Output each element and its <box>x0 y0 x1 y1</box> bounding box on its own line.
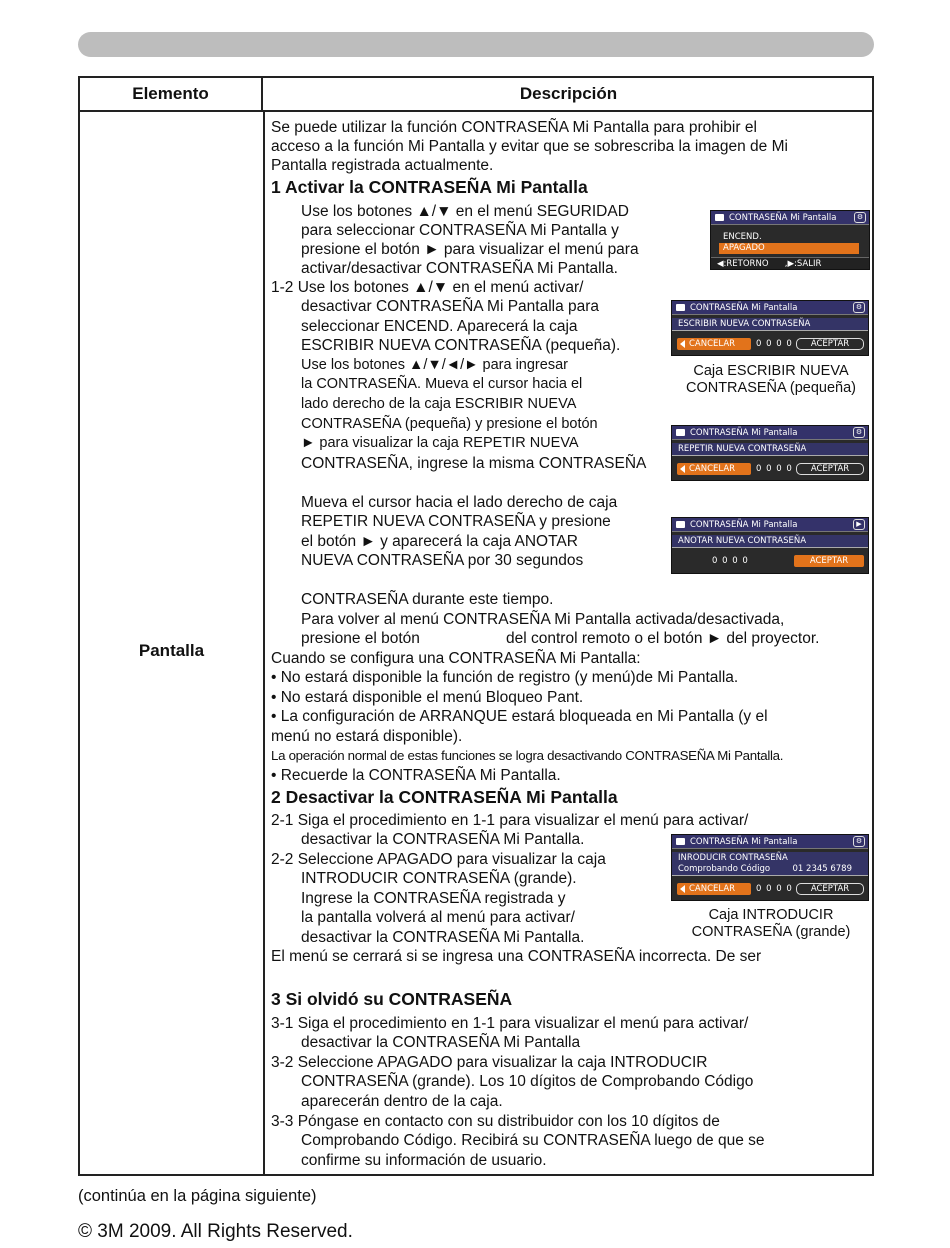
osd-subtitle: ESCRIBIR NUEVA CONTRASEÑA <box>672 318 868 331</box>
header-bar <box>78 32 874 57</box>
column-divider <box>263 112 265 1174</box>
section-1-title: 1 Activar la CONTRASEÑA Mi Pantalla <box>271 177 588 197</box>
step-line: aparecerán dentro de la caja. <box>301 1093 503 1110</box>
password-digits: 0 0 0 0 <box>756 339 793 349</box>
caption-small-line: Caja ESCRIBIR NUEVA <box>693 363 849 379</box>
step-line: 1-2 Use los botones ▲/▼ en el menú activar/ <box>271 279 584 296</box>
osd-title: CONTRASEÑA Mi Pantalla <box>690 837 798 847</box>
step-line: presione el botón ► para visualizar el menú para <box>301 241 639 258</box>
step-line: activar/desactivar CONTRASEÑA Mi Pantalla. <box>301 260 618 277</box>
step-line: Para volver al menú CONTRASEÑA Mi Pantalla activada/desactivada, <box>301 611 785 628</box>
password-digits: 0 0 0 0 <box>756 884 793 894</box>
step-line: lado derecho de la caja ESCRIBIR NUEVA <box>301 396 577 412</box>
menu-item-on: ENCEND. <box>723 232 762 242</box>
step-line: 2-2 Seleccione APAGADO para visualizar la caja <box>271 851 606 868</box>
intro-line: Pantalla registrada actualmente. <box>271 157 494 174</box>
caption-large-line: CONTRASEÑA (grande) <box>691 924 851 940</box>
screen-icon <box>676 521 685 528</box>
step-line: REPETIR NUEVA CONTRASEÑA y presione <box>301 513 611 530</box>
step-line: CONTRASEÑA (pequeña) y presione el botón <box>301 416 598 432</box>
section-2-title: 2 Desactivar la CONTRASEÑA Mi Pantalla <box>271 787 618 807</box>
osd-title: CONTRASEÑA Mi Pantalla <box>729 213 837 223</box>
password-digits: 0 0 0 0 <box>712 556 749 566</box>
note-line: • Recuerde la CONTRASEÑA Mi Pantalla. <box>271 767 561 784</box>
menu-icon: ⚙ <box>853 836 865 847</box>
accept-button: ACEPTAR <box>796 883 864 895</box>
step-line: Use los botones ▲/▼ en el menú SEGURIDAD <box>301 203 629 220</box>
osd-subtitle: ANOTAR NUEVA CONTRASEÑA <box>672 535 868 548</box>
accept-button: ACEPTAR <box>794 555 864 567</box>
osd-subtitle-text: INRODUCIR CONTRASEÑA <box>678 853 788 863</box>
element-name: Pantalla <box>138 641 205 660</box>
screen-icon <box>676 838 685 845</box>
exit-hint: ▶:SALIR <box>787 259 822 269</box>
table-header <box>80 78 872 112</box>
intro-line: Se puede utilizar la función CONTRASEÑA Mi Pantalla para prohibir el <box>271 119 757 136</box>
menu-item-off: APAGADO <box>719 243 859 254</box>
step-line: El menú se cerrará si se ingresa una CONTRASEÑA incorrecta. De ser <box>271 948 762 965</box>
menu-icon: ⚙ <box>854 212 866 223</box>
step-line: Mueva el cursor hacia el lado derecho de caja <box>301 494 618 511</box>
screen-icon <box>715 214 724 221</box>
check-code-label: Comprobando Código <box>678 864 771 874</box>
step-line: ► para visualizar la caja REPETIR NUEVA <box>301 435 579 451</box>
osd-repeat-password <box>671 425 869 481</box>
copyright: © 3M 2009. All Rights Reserved. <box>78 1221 353 1242</box>
step-line: confirme su información de usuario. <box>301 1152 547 1169</box>
step-line: Ingrese la CONTRASEÑA registrada y <box>301 890 566 907</box>
screen-icon <box>676 304 685 311</box>
note-line: • No estará disponible el menú Bloqueo Pant. <box>271 689 584 706</box>
osd-subtitle: REPETIR NUEVA CONTRASEÑA <box>672 443 868 456</box>
note-line: • La configuración de ARRANQUE estará bloqueada en Mi Pantalla (y el <box>271 708 768 725</box>
back-hint: ◀:RETORNO <box>717 259 769 269</box>
continued-note: (continúa en la página siguiente) <box>78 1187 317 1205</box>
step-line: Comprobando Código. Recibirá su CONTRASEÑA luego de que se <box>301 1132 765 1149</box>
osd-write-password <box>671 300 869 356</box>
step-line: seleccionar ENCEND. Aparecerá la caja <box>301 318 578 335</box>
note-line: Cuando se configura una CONTRASEÑA Mi Pantalla: <box>271 650 641 667</box>
step-line: ESCRIBIR NUEVA CONTRASEÑA (pequeña). <box>301 337 621 354</box>
check-code-value: 01 2345 6789 <box>792 864 852 874</box>
col-header-element: Elemento <box>80 78 263 110</box>
osd-title: CONTRASEÑA Mi Pantalla <box>690 303 798 313</box>
step-line: NUEVA CONTRASEÑA por 30 segundos <box>301 552 584 569</box>
step-line: la pantalla volverá al menú para activar/ <box>301 909 575 926</box>
cancel-button: CANCELAR <box>677 338 751 350</box>
step-line: INTRODUCIR CONTRASEÑA (grande). <box>301 870 577 887</box>
step-line: Use los botones ▲/▼/◄/► para ingresar <box>301 357 568 373</box>
intro-line: acceso a la función Mi Pantalla y evitar que se sobrescriba la imagen de Mi <box>271 138 788 155</box>
screen-icon <box>676 429 685 436</box>
note-line: menú no estará disponible). <box>271 728 463 745</box>
step-line: desactivar la CONTRASEÑA Mi Pantalla. <box>301 929 585 946</box>
menu-icon: ⚙ <box>853 302 865 313</box>
accept-button: ACEPTAR <box>796 463 864 475</box>
step-line: el botón ► y aparecerá la caja ANOTAR <box>301 533 578 550</box>
osd-title: CONTRASEÑA Mi Pantalla <box>690 428 798 438</box>
step-line: 3-3 Póngase en contacto con su distribuidor con los 10 dígitos de <box>271 1113 720 1130</box>
cancel-button: CANCELAR <box>677 883 751 895</box>
step-line: del control remoto o el botón ► del proyector. <box>506 630 820 647</box>
step-line: desactivar la CONTRASEÑA Mi Pantalla <box>301 1034 581 1051</box>
caption-small-line: CONTRASEÑA (pequeña) <box>685 380 857 396</box>
accept-button: ACEPTAR <box>796 338 864 350</box>
caption-large-line: Caja INTRODUCIR <box>708 907 834 923</box>
password-digits: 0 0 0 0 <box>756 464 793 474</box>
osd-enter-password <box>671 834 869 901</box>
step-line: CONTRASEÑA, ingrese la misma CONTRASEÑA <box>301 455 647 472</box>
step-line: para seleccionar CONTRASEÑA Mi Pantalla y <box>301 222 619 239</box>
note-line: • No estará disponible la función de registro (y menú)de Mi Pantalla. <box>271 669 739 686</box>
osd-note-password <box>671 517 869 574</box>
step-line: 2-1 Siga el procedimiento en 1-1 para visualizar el menú para activar/ <box>271 812 749 829</box>
step-line: la CONTRASEÑA. Mueva el cursor hacia el <box>301 376 583 392</box>
cancel-button: CANCELAR <box>677 463 751 475</box>
step-line: 3-1 Siga el procedimiento en 1-1 para visualizar el menú para activar/ <box>271 1015 749 1032</box>
osd-subtitle <box>672 852 868 876</box>
col-header-description: Descripción <box>519 84 618 103</box>
note-line: La operación normal de estas funciones se logra desactivando CONTRASEÑA Mi Pantalla. <box>271 748 784 763</box>
section-3-title: 3 Si olvidó su CONTRASEÑA <box>271 989 513 1009</box>
step-line: desactivar CONTRASEÑA Mi Pantalla para <box>301 298 600 315</box>
menu-icon: ▶ <box>853 519 865 530</box>
step-line: CONTRASEÑA durante este tiempo. <box>301 591 554 608</box>
osd-footer: ◀:RETORNO ,▶:SALIR <box>711 257 869 269</box>
osd-title: CONTRASEÑA Mi Pantalla <box>690 520 798 530</box>
step-line: desactivar la CONTRASEÑA Mi Pantalla. <box>301 831 585 848</box>
step-line: CONTRASEÑA (grande). Los 10 dígitos de Comprobando Código <box>301 1073 754 1090</box>
osd-onoff-menu <box>710 210 870 270</box>
step-line: 3-2 Seleccione APAGADO para visualizar la caja INTRODUCIR <box>271 1054 708 1071</box>
menu-icon: ⚙ <box>853 427 865 438</box>
step-line: presione el botón <box>301 630 420 647</box>
